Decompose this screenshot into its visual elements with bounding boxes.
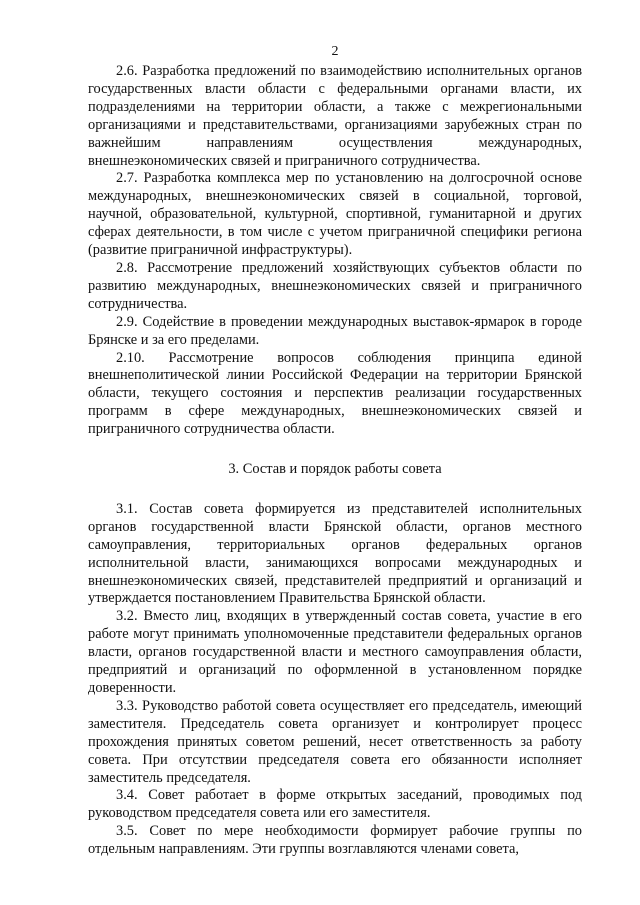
paragraph-2-9: 2.9. Содействие в проведении международных выставок-ярмарок в городе Брянске и за его пределами. — [88, 313, 582, 348]
paragraph-3-3: 3.3. Руководство работой совета осуществляет его председатель, имеющий заместителя. Председатель совета организует и контролирует процесс прохождения принятых советом решений, несет ответственность за работу совета. При отсутствии председателя совета его обязанности исполняет заместитель председателя. — [88, 697, 582, 786]
paragraph-3-2: 3.2. Вместо лиц, входящих в утвержденный состав совета, участие в его работе могут принимать уполномоченные представители федеральных органов власти, органов государственной власти и местного самоуправления области, предприятий и организаций по оформленной в установленном порядке доверенности. — [88, 608, 582, 696]
paragraph-3-1: 3.1. Состав совета формируется из представителей исполнительных органов государственной власти Брянской области, органов местного самоуправления, территориальных органов федеральных органов исполнительной власти, занимающихся вопросами международных и внешнеэкономических связей, представителей предприятий и организаций и утверждается постановлением Правительства Брянской области. — [88, 500, 582, 607]
paragraph-3-4: 3.4. Совет работает в форме открытых заседаний, проводимых под руководством председателя совета или его заместителя. — [88, 787, 582, 822]
paragraph-3-5: 3.5. Совет по мере необходимости формирует рабочие группы по отдельным направлениям. Эти группы возглавляются членами совета, — [88, 823, 582, 858]
paragraph-2-8: 2.8. Рассмотрение предложений хозяйствующих субъектов области по развитию международных, внешнеэкономических связей и приграничного сотрудничества. — [88, 259, 582, 312]
section-3-title: 3. Состав и порядок работы совета — [228, 461, 442, 478]
paragraph-2-10: 2.10. Рассмотрение вопросов соблюдения принципа единой внешнеполитической линии Российской Федерации на территории Брянской области, текущего состояния и перспектив реализации государственных программ в сфере международных, внешнеэкономических связей и приграничного сотрудничества области. — [88, 349, 582, 438]
page-number: 2 — [331, 44, 339, 59]
paragraph-2-7: 2.7. Разработка комплекса мер по установлению на долгосрочной основе международных, внешнеэкономических связей в социальной, торговой, научной, образовательной, культурной, спортивной, гуманитарной и других сферах деятельности, в том числе с учетом приграничной специфики региона (развитие приграничной инфраструктуры). — [88, 170, 582, 259]
paragraph-2-6: 2.6. Разработка предложений по взаимодействию исполнительных органов государственных власти области с федеральными органами власти, их подразделениями на территории области, а также с межрегиональными организациями и представительствами, организациями зарубежных стран по важнейшим направлениям осуществления международных, внешнеэкономических связей и приграничного сотрудничества. — [88, 63, 582, 169]
